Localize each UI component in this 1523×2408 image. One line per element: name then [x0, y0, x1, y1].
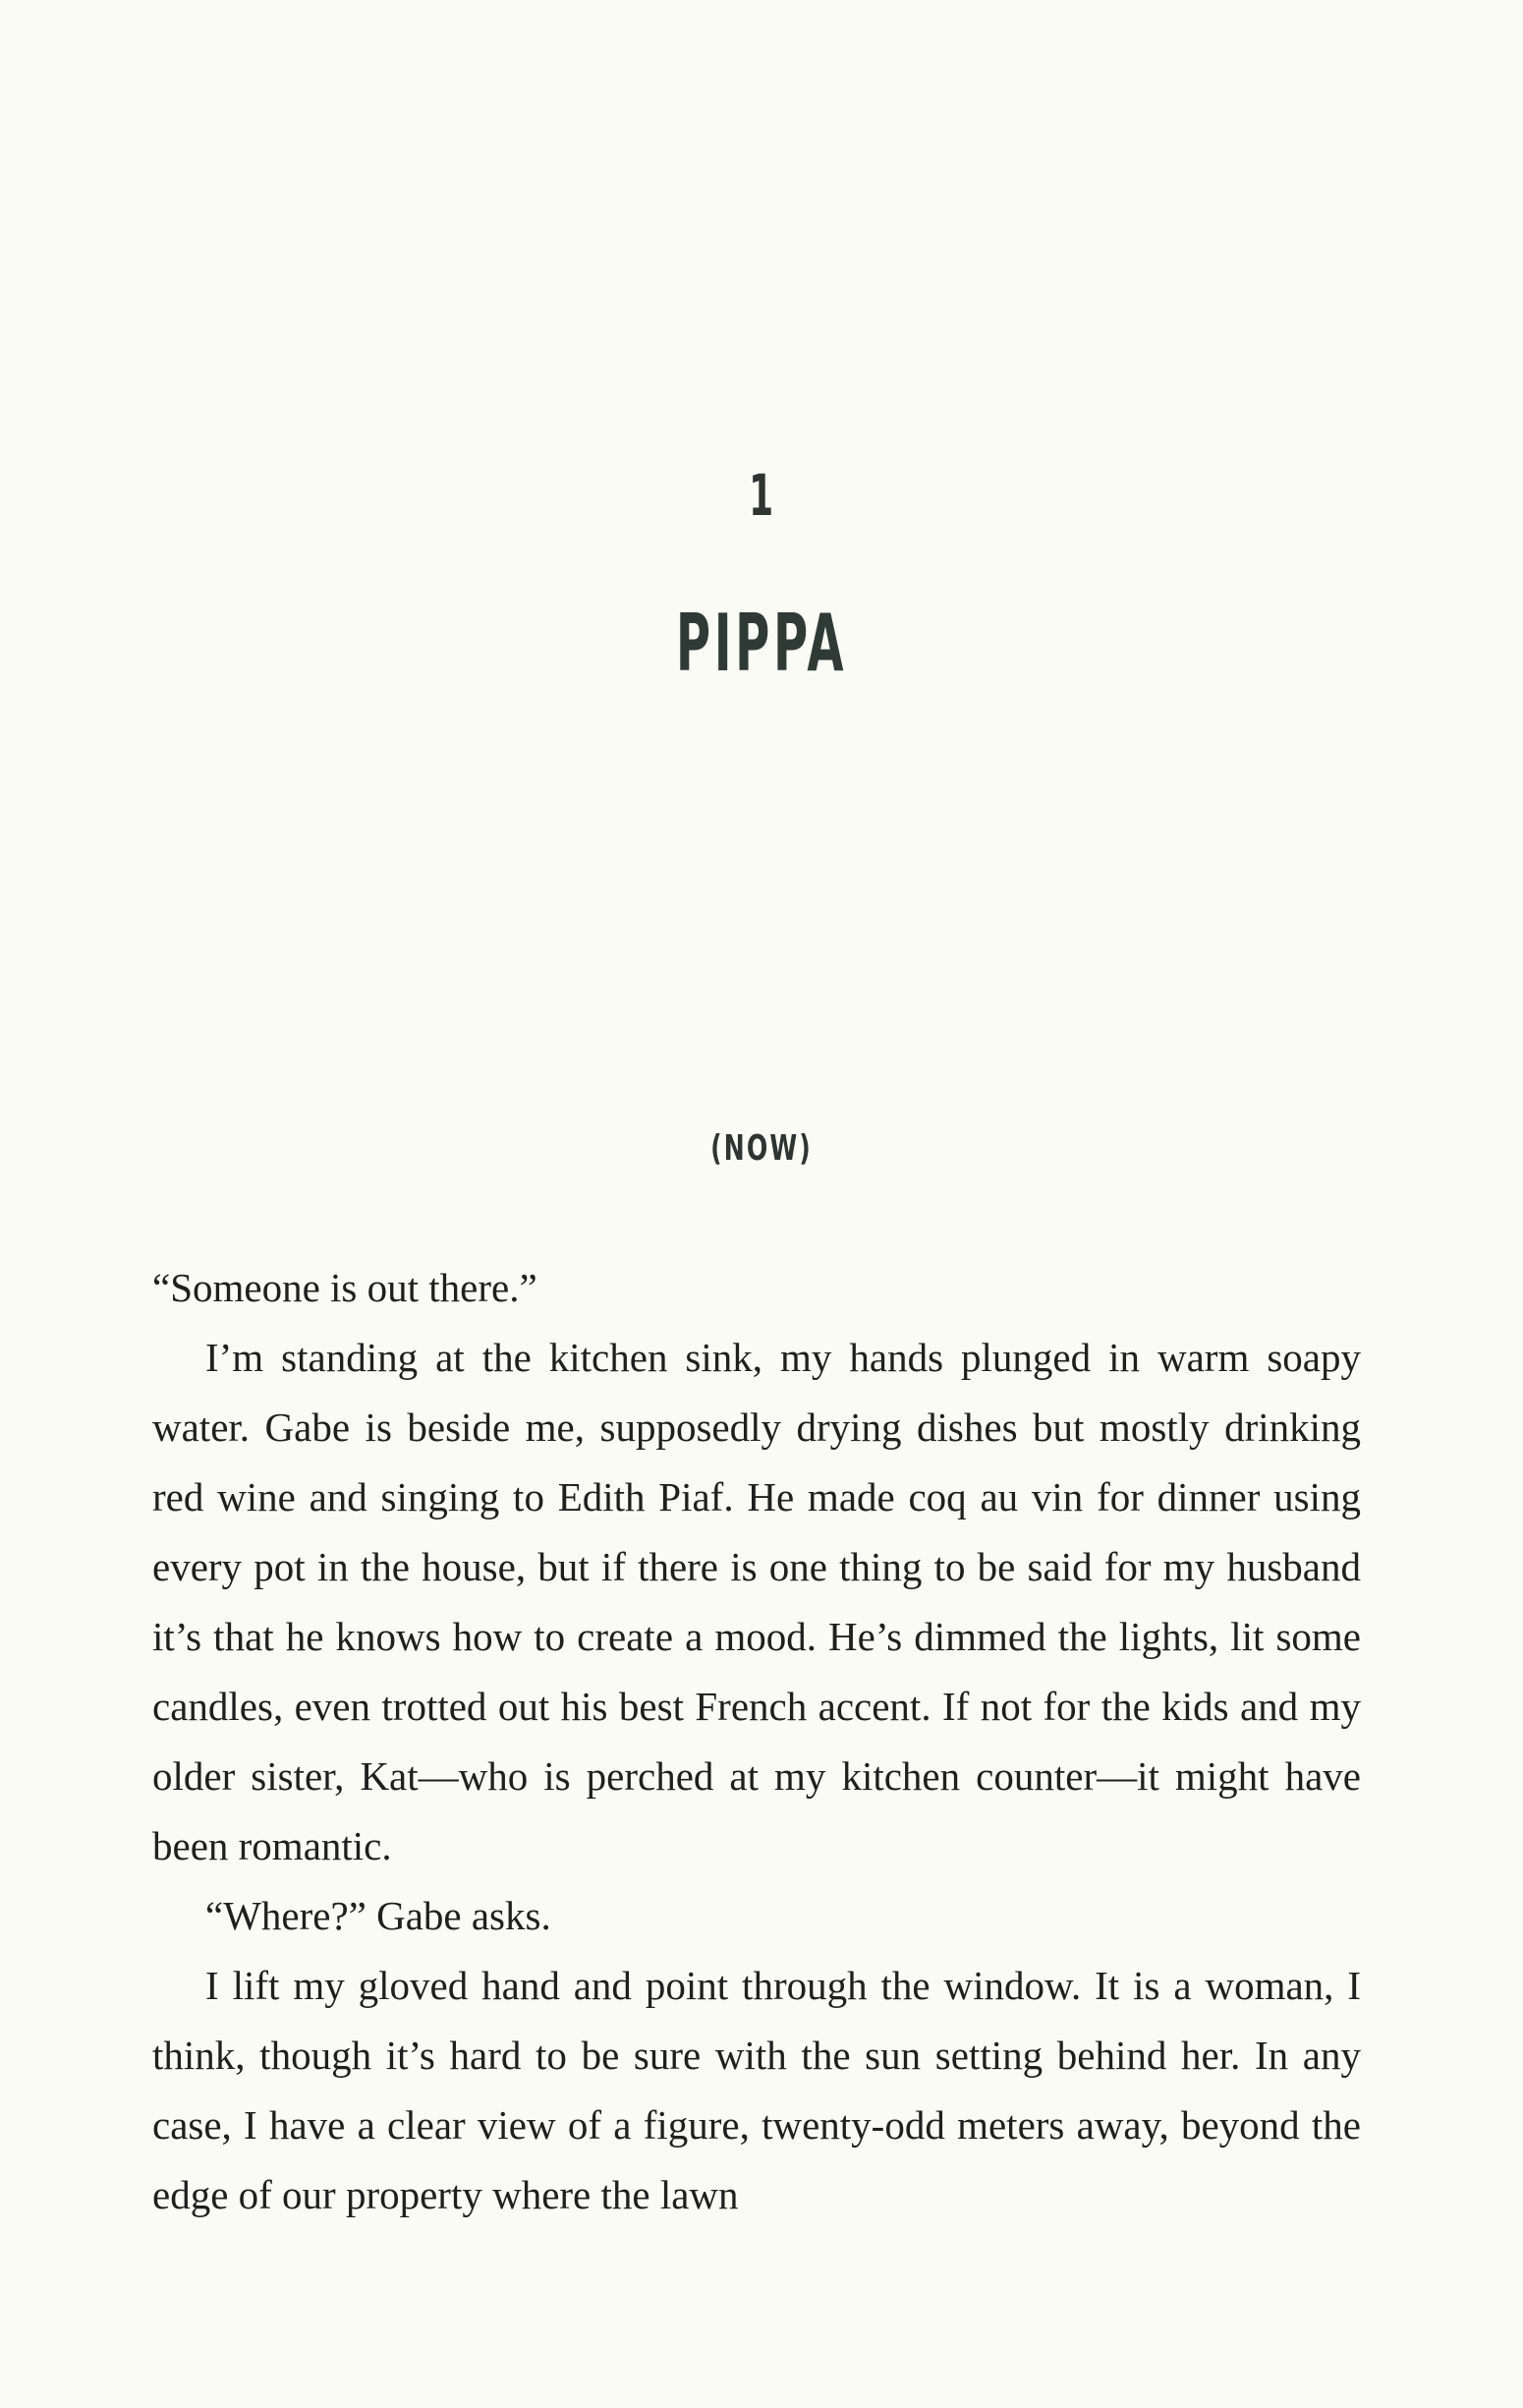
section-label: (NOW) [710, 1128, 813, 1169]
chapter-number: 1 [749, 462, 774, 529]
body-text [152, 1253, 1361, 2230]
paragraph: I lift my gloved hand and point through the window. It is a woman, I think, though it’s hard to be sure with the sun setting behind her. In any case, I have a clear view of a figure, twenty-odd meters away, beyond the edge of our property where the lawn [152, 1963, 1361, 2217]
paragraph: I’m standing at the kitchen sink, my hands plunged in warm soapy water. Gabe is beside me, supposedly drying dishes but mostly drinking red wine and singing to Edith Piaf. He made coq au vin for dinner using every pot in the house, but if there is one thing to be said for my husband it’s that he knows how to create a mood. He’s dimmed the lights, lit some candles, even trotted out his best French accent. If not for the kids and my older sister, Kat—who is perched at my kitchen counter—it might have been romantic. [152, 1335, 1361, 1868]
chapter-title: PIPPA [675, 598, 848, 689]
paragraph: “Someone is out there.” [152, 1265, 537, 1310]
paragraph: “Where?” Gabe asks. [205, 1893, 551, 1938]
